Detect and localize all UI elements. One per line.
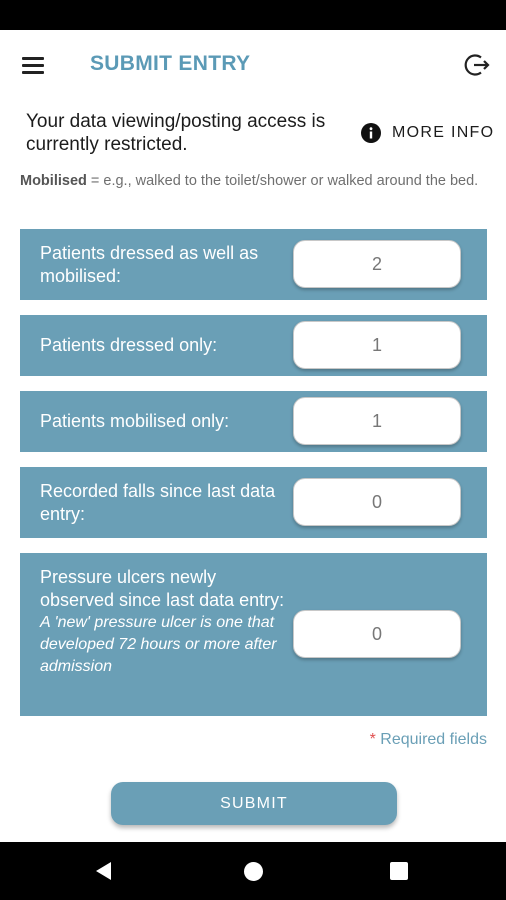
dressed-and-mobilised-input[interactable]	[293, 240, 461, 288]
field-recorded-falls	[20, 467, 487, 538]
logout-icon[interactable]	[464, 51, 492, 79]
field-label: Patients dressed only:	[40, 335, 218, 355]
field-pressure-ulcers	[20, 553, 487, 716]
recents-icon[interactable]	[390, 862, 408, 880]
required-star: *	[369, 731, 376, 748]
pressure-ulcers-input[interactable]	[293, 610, 461, 658]
field-label: Patients dressed as well as mobilised:	[40, 243, 259, 286]
more-info-button[interactable]	[360, 122, 494, 144]
mobilised-only-input[interactable]	[293, 397, 461, 445]
status-bar	[0, 0, 506, 30]
field-mobilised-only	[20, 391, 487, 452]
restricted-notice: Your data viewing/posting access is currently restricted.	[26, 111, 326, 155]
info-icon	[360, 122, 382, 144]
submit-button[interactable]: SUBMIT	[111, 782, 397, 825]
field-label: Patients mobilised only:	[40, 411, 230, 431]
app-bar	[0, 30, 506, 100]
field-dressed-and-mobilised	[20, 229, 487, 300]
field-label-wrap	[40, 566, 290, 678]
mobilised-definition	[20, 170, 490, 192]
menu-icon[interactable]	[22, 57, 48, 75]
recorded-falls-input[interactable]	[293, 478, 461, 526]
definition-term: Mobilised	[20, 173, 87, 189]
back-icon[interactable]	[94, 861, 114, 881]
field-note: A 'new' pressure ulcer is one that developed 72 hours or more after admission	[40, 614, 277, 675]
navigation-bar	[0, 842, 506, 900]
field-dressed-only	[20, 315, 487, 376]
field-label: Recorded falls since last data entry:	[40, 481, 276, 524]
more-info-label: MORE INFO	[392, 124, 495, 141]
required-fields-note	[370, 731, 487, 749]
page-title: SUBMIT ENTRY	[90, 52, 251, 75]
definition-text: = e.g., walked to the toilet/shower or walked around the bed.	[86, 173, 479, 189]
field-label: Pressure ulcers newly observed since last data entry:	[40, 567, 285, 610]
home-icon[interactable]	[244, 862, 263, 881]
dressed-only-input[interactable]	[293, 321, 461, 369]
required-text: Required fields	[375, 731, 487, 748]
